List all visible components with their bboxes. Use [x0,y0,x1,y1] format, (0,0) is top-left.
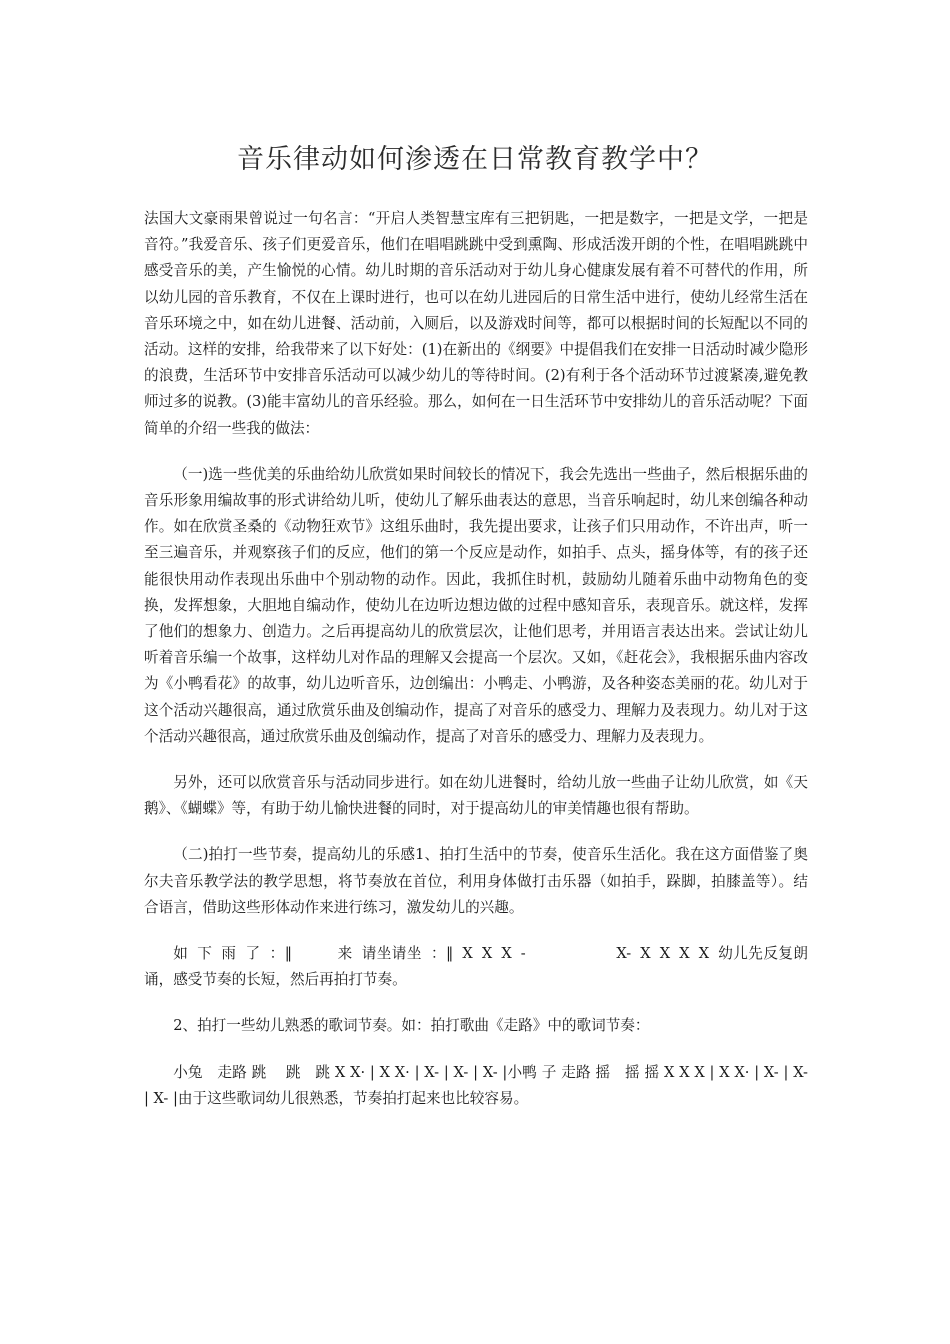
document-body [144,206,808,1132]
paragraph-intro: 法国大文豪雨果曾说过一句名言：“开启人类智慧宝库有三把钥匙，一把是数字，一把是文学，一把是音符。”我爱音乐、孩子们更爱音乐，他们在唱唱跳跳中受到熏陶、形成活泼开朗的个性，在唱唱跳跳中感受音乐的美，产生愉悦的心情。幼儿时期的音乐活动对于幼儿身心健康发展有着不可替代的作用，所以幼儿园的音乐教育，不仅在上课时进行，也可以在幼儿进园后的日常生活中进行，使幼儿经常生活在音乐环境之中，如在幼儿进餐、活动前，入厕后，以及游戏时间等，都可以根据时间的长短配以不同的活动。这样的安排，给我带来了以下好处：(1)在新出的《纲要》中提倡我们在安排一日活动时减少隐形的浪费，生活环节中安排音乐活动可以减少幼儿的等待时间。(2)有利于各个活动环节过渡紧凑,避免教师过多的说教。(3)能丰富幼儿的音乐经验。那么，如何在一日生活环节中安排幼儿的音乐活动呢？下面简单的介绍一些我的做法： [144,210,808,437]
paragraph-section-two: （二)拍打一些节奏，提高幼儿的乐感1、拍打生活中的节奏，使音乐生活化。我在这方面借鉴了奥尔夫音乐教学法的教学思想，将节奏放在首位，利用身体做打击乐器（如拍手，跺脚，拍膝盖等）。结合语言，借助这些形体动作来进行练习，激发幼儿的兴趣。 [144,846,808,916]
paragraph-rhythm-example: 如 下 雨 了 ：‖ 来 请坐请坐 ：‖ X X X - X- X X X X 幼儿先反复朗诵，感受节奏的长短，然后再拍打节奏。 [144,945,808,989]
paragraph-lyric-rhythm: 2、拍打一些幼儿熟悉的歌词节奏。如：拍打歌曲《走路》中的歌词节奏： [173,1017,650,1035]
paragraph-mealtime-music: 另外，还可以欣赏音乐与活动同步进行。如在幼儿进餐时，给幼儿放一些曲子让幼儿欣赏，如《天鹅》、《蝴蝶》等，有助于幼儿愉快进餐的同时，对于提高幼儿的审美情趣也很有帮助。 [144,774,808,818]
paragraph-section-one: （一)选一些优美的乐曲给幼儿欣赏如果时间较长的情况下，我会先选出一些曲子，然后根据乐曲的音乐形象用编故事的形式讲给幼儿听，使幼儿了解乐曲表达的意思，当音乐响起时，幼儿来创编各种动作。如在欣赏圣桑的《动物狂欢节》这组乐曲时，我先提出要求，让孩子们只用动作，不许出声，听一至三遍音乐，并观察孩子们的反应，他们的第一个反应是动作，如拍手、点头，摇身体等，有的孩子还能很快用动作表现出乐曲中个别动物的动作。因此，我抓住时机，鼓励幼儿随着乐曲中动物角色的变换，发挥想象，大胆地自编动作，使幼儿在边听边想边做的过程中感知音乐，表现音乐。就这样，发挥了他们的想象力、创造力。之后再提高幼儿的欣赏层次，让他们思考，并用语言表达出来。尝试让幼儿听着音乐编一个故事，这样幼儿对作品的理解又会提高一个层次。又如，《赶花会》，我根据乐曲内容改为《小鸭看花》的故事，幼儿边听音乐，边创编出：小鸭走、小鸭游，及各种姿态美丽的花。幼儿对于这个活动兴趣很高，通过欣赏乐曲及创编动作，提高了对音乐的感受力、理解力及表现力。幼儿对于这个活动兴趣很高，通过欣赏乐曲及创编动作，提高了对音乐的感受力、理解力及表现力。 [144,465,808,745]
paragraph-walking-song: 小兔 走路 跳 跳 跳 X X· | X X· | X- | X- | X- |小鸭 子 走路 摇 摇 摇 X X X | X X· | X- | X- | X- |由于这些歌词幼儿很熟悉，节奏拍打起来也比较容易。 [144,1063,808,1107]
document-title: 音乐律动如何渗透在日常教育教学中？ [237,144,713,175]
